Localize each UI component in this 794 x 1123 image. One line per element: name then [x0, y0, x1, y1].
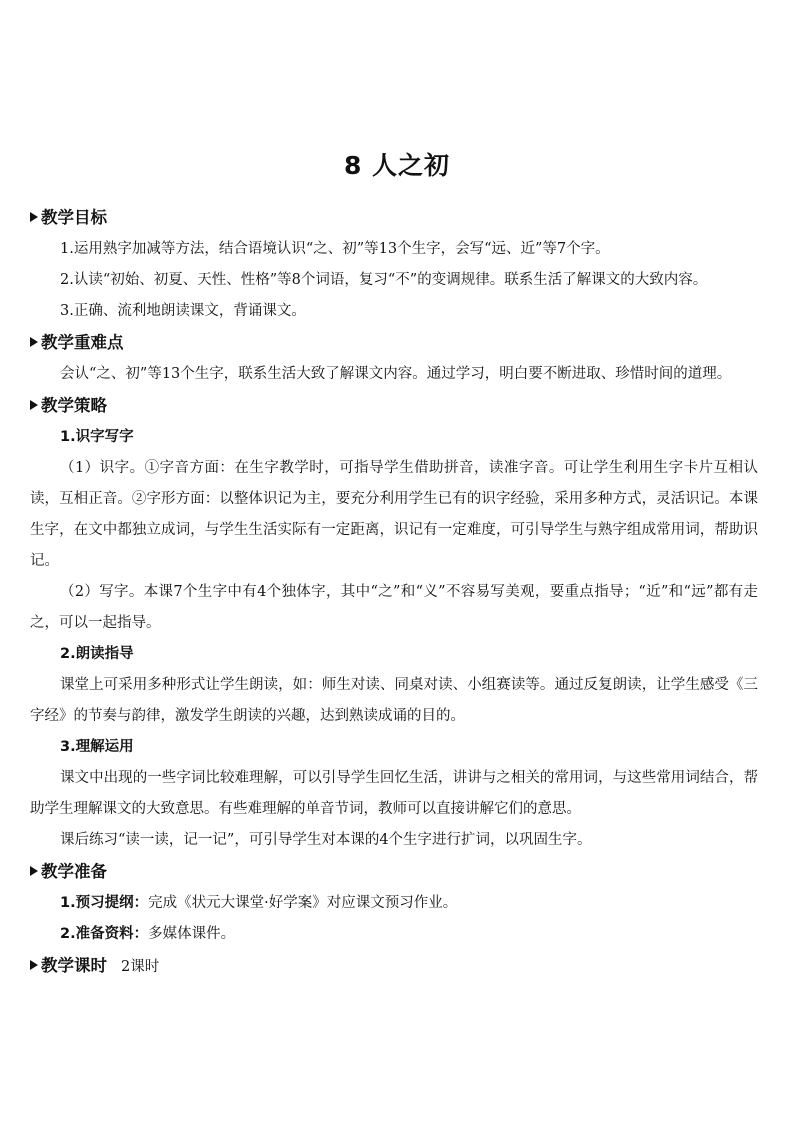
document-body	[30, 202, 758, 982]
prep-item-1	[30, 888, 758, 919]
section-heading-strategy	[30, 390, 758, 422]
strategy-subheading-reading: 2.朗读指导	[60, 646, 134, 662]
strategy-application-p2: 课后练习“读一读，记一记”，可引导学生对本课的4个生字进行扩词，以巩固生字。	[60, 832, 592, 848]
strategy-application-p1: 课文中出现的一些字词比较难理解，可以引导学生回忆生活，讲讲与之相关的常用词，与这些常用词结合，帮助学生理解课文的大致意思。有些难理解的单音节词，教师可以直接讲解它们的意思。	[30, 770, 758, 817]
page-title: 8 人之初	[343, 151, 451, 180]
strategy-literacy-p1: （1）识字。①字音方面：在生字教学时，可指导学生借助拼音，读准字音。可让学生利用生字卡片互相认读，互相正音。②字形方面：以整体识记为主，要充分利用学生已有的识字经验，采用多种方式，灵活识记。本课生字，在文中都独立成词，与学生生活实际有一定距离，识记有一定难度，可引导学生与熟字组成常用词，帮助识记。	[30, 460, 758, 569]
prep-item-1-label: 1.预习提纲：	[60, 895, 149, 911]
prep-item-1-text: 完成《状元大课堂·好学案》对应课文预习作业。	[148, 895, 458, 911]
section-heading-prep	[30, 856, 758, 888]
section-heading-key-points-label: 教学重难点	[41, 333, 124, 352]
section-heading-strategy-label: 教学策略	[41, 396, 107, 415]
strategy-literacy-p2: （2）写字。本课7个生字中有4个独体字，其中“之”和“义”不容易写美观，要重点指导；“近”和“远”都有走之，可以一起指导。	[30, 584, 758, 631]
goal-item-3: 3.正确、流利地朗读课文，背诵课文。	[60, 303, 306, 319]
strategy-subheading-literacy: 1.识字写字	[60, 429, 134, 445]
goal-item-2: 2.认读“初始、初夏、天性、性格”等8个词语，复习“不”的变调规律。联系生活了解课文的大致内容。	[60, 272, 708, 288]
section-heading-goals	[30, 202, 758, 234]
triangle-bullet-icon	[30, 960, 38, 970]
section-heading-key-points	[30, 327, 758, 359]
prep-item-2	[30, 919, 758, 950]
class-hours-value: 2课时	[121, 959, 160, 975]
section-heading-hours-label: 教学课时	[41, 956, 107, 975]
section-heading-hours	[30, 950, 758, 982]
triangle-bullet-icon	[30, 866, 38, 876]
strategy-subheading-application: 3.理解运用	[60, 739, 134, 755]
goal-item-1: 1.运用熟字加减等方法，结合语境认识“之、初”等13个生字，会写“远、近”等7个字。	[60, 241, 610, 257]
section-heading-goals-label: 教学目标	[41, 208, 107, 227]
prep-item-2-text: 多媒体课件。	[148, 926, 236, 942]
prep-item-2-label: 2.准备资料：	[60, 926, 149, 942]
section-heading-prep-label: 教学准备	[41, 862, 107, 881]
triangle-bullet-icon	[30, 337, 38, 347]
key-points-text: 会认“之、初”等13个生字，联系生活大致了解课文内容。通过学习，明白要不断进取、珍惜时间的道理。	[60, 366, 732, 382]
strategy-reading-text: 课堂上可采用多种形式让学生朗读，如：师生对读、同桌对读、小组赛读等。通过反复朗读，让学生感受《三字经》的节奏与韵律，激发学生朗读的兴趣，达到熟读成诵的目的。	[30, 677, 758, 724]
triangle-bullet-icon	[30, 400, 38, 410]
triangle-bullet-icon	[30, 212, 38, 222]
